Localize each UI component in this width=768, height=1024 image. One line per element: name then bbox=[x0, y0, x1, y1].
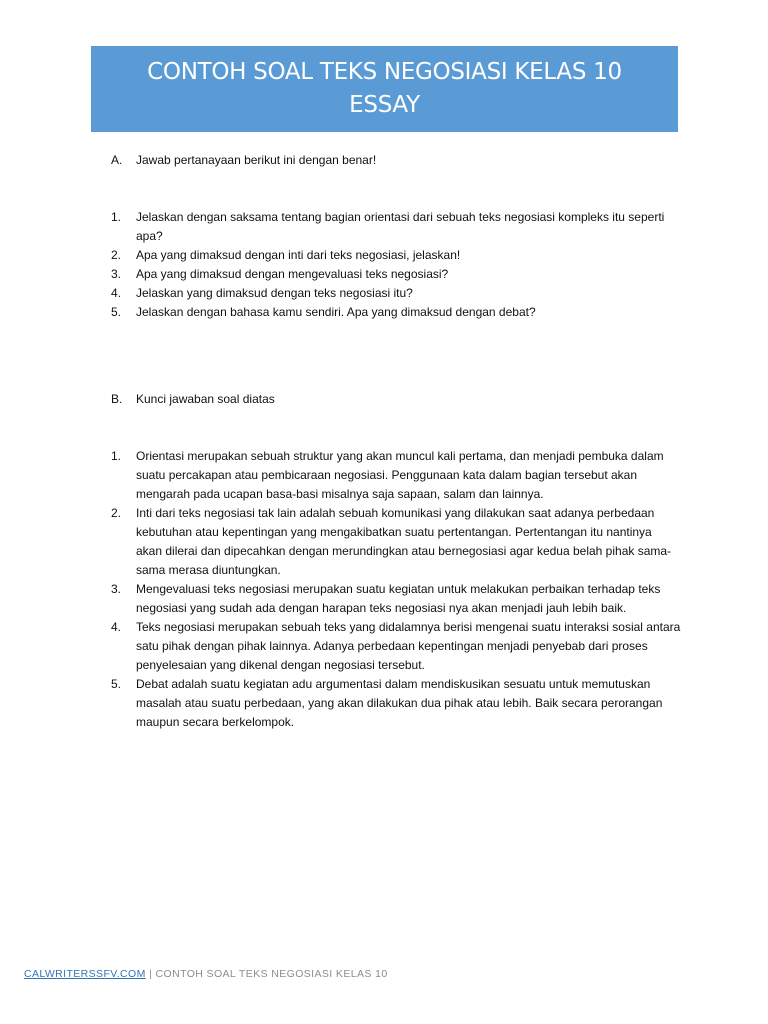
item-text: Jelaskan yang dimaksud dengan teks negosiasi itu? bbox=[136, 286, 413, 300]
item-text: Apa yang dimaksud dengan inti dari teks negosiasi, jelaskan! bbox=[136, 248, 461, 262]
item-text: Orientasi merupakan sebuah struktur yang akan muncul kali pertama, dan menjadi pembuka dalam suatu percakapan atau pembicaraan negosiasi. Penggunaan kata dalam bagian tersebut akan mengarah pada ucapan basa-basi misalnya saja sapaan, salam dan lainnya. bbox=[136, 449, 664, 501]
answer-list bbox=[111, 447, 681, 732]
item-number: 2. bbox=[111, 506, 122, 520]
section-label: Jawab pertanayaan berikut ini dengan benar! bbox=[136, 153, 377, 167]
item-text: Jelaskan dengan bahasa kamu sendiri. Apa yang dimaksud dengan debat? bbox=[136, 305, 536, 319]
section-a-heading bbox=[111, 151, 376, 170]
item-number: 4. bbox=[111, 286, 122, 300]
list-item bbox=[111, 675, 681, 732]
list-item bbox=[111, 265, 681, 284]
list-item bbox=[111, 208, 681, 246]
section-b-heading bbox=[111, 390, 275, 409]
footer-text: CONTOH SOAL TEKS NEGOSIASI KELAS 10 bbox=[155, 968, 388, 980]
item-text: Inti dari teks negosiasi tak lain adalah sebuah komunikasi yang dilakukan saat adanya perbedaan kebutuhan atau kepentingan yang mengakibatkan suatu pertentangan. Pertentangan itu nantinya akan dilerai dan dipecahkan dengan merundingkan atau bernegosiasi agar kedua belah pihak sama-sama merasa diuntungkan. bbox=[136, 506, 672, 577]
item-number: 5. bbox=[111, 305, 122, 319]
list-item bbox=[111, 580, 681, 618]
list-item bbox=[111, 618, 681, 675]
document-title: CONTOH SOAL TEKS NEGOSIASI KELAS 10 ESSAY bbox=[147, 59, 622, 118]
item-number: 5. bbox=[111, 677, 122, 691]
item-number: 4. bbox=[111, 620, 122, 634]
list-item bbox=[111, 447, 681, 504]
list-item bbox=[111, 504, 681, 580]
item-number: 3. bbox=[111, 267, 122, 281]
list-item bbox=[111, 303, 681, 322]
list-item bbox=[111, 246, 681, 265]
item-number: 2. bbox=[111, 248, 122, 262]
footer-link[interactable]: CALWRITERSSFV.COM bbox=[24, 968, 146, 980]
item-text: Teks negosiasi merupakan sebuah teks yang didalamnya berisi mengenai suatu interaksi sosial antara satu pihak dengan pihak lainnya. Adanya perbedaan kepentingan menjadi penyebab dari proses penyelesaian yang dikenal dengan negosiasi tersebut. bbox=[136, 620, 681, 672]
item-text: Debat adalah suatu kegiatan adu argumentasi dalam mendiskusikan sesuatu untuk memutuskan masalah atau suatu perbedaan, yang akan dilakukan dua pihak atau lebih. Baik secara perorangan maupun secara berkelompok. bbox=[136, 677, 663, 729]
item-number: 1. bbox=[111, 449, 122, 463]
footer-separator: | bbox=[149, 968, 153, 980]
section-label: Kunci jawaban soal diatas bbox=[136, 392, 275, 406]
item-text: Mengevaluasi teks negosiasi merupakan suatu kegiatan untuk melakukan perbaikan terhadap teks negosiasi yang sudah ada dengan harapan teks negosiasi nya akan menjadi jauh lebih baik. bbox=[136, 582, 661, 615]
item-number: 1. bbox=[111, 210, 122, 224]
item-number: 3. bbox=[111, 582, 122, 596]
section-letter: A. bbox=[111, 153, 123, 167]
section-letter: B. bbox=[111, 392, 123, 406]
page-footer bbox=[24, 968, 388, 980]
title-banner bbox=[91, 46, 678, 132]
list-item bbox=[111, 284, 681, 303]
item-text: Jelaskan dengan saksama tentang bagian orientasi dari sebuah teks negosiasi kompleks itu seperti apa? bbox=[136, 210, 665, 243]
question-list bbox=[111, 208, 681, 322]
item-text: Apa yang dimaksud dengan mengevaluasi teks negosiasi? bbox=[136, 267, 449, 281]
